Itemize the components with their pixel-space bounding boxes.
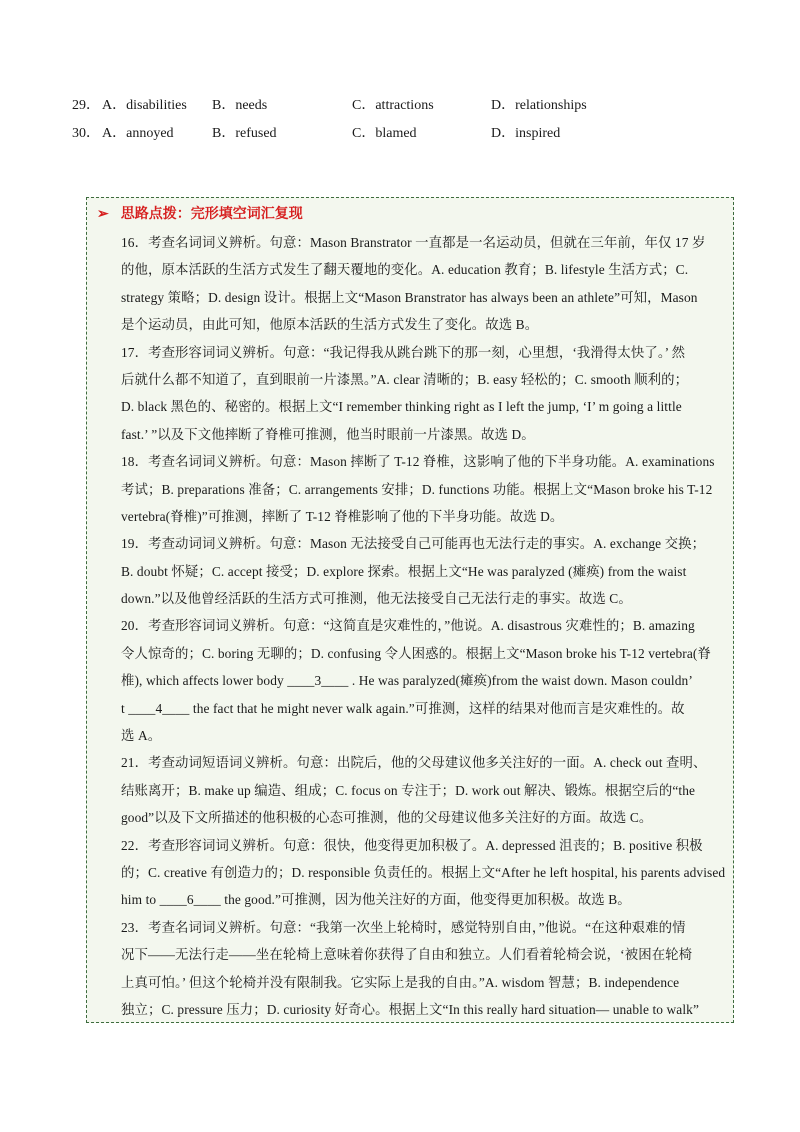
explanation-line: him to ____6____ the good.”可推测，因为他关注好的方面，他变得更加积极。故选 B。 — [121, 892, 631, 908]
option-c: C．attractions — [352, 98, 434, 113]
explanation-line: 椎), which affects lower body ____3____ . He was paralyzed(瘫痪)from the waist down. Mason couldn’ — [121, 673, 693, 689]
explanation-line: D. black 黑色的、秘密的。根据上文“I remember thinking right as I left the jump, ‘I’ m going a little — [121, 399, 682, 415]
question-number: 30． — [72, 126, 100, 141]
explanation-line: B. doubt 怀疑；C. accept 接受；D. explore 探索。根据上文“He was paralyzed (瘫痪) from the waist — [121, 563, 687, 579]
explanation-line: 后就什么都不知道了，直到眼前一片漆黑。”A. clear 清晰的；B. easy 轻松的；C. smooth 顺利的； — [121, 371, 689, 387]
explanation-line: 16．考查名词词义辨析。句意：Mason Branstrator 一直都是一名运动员，但就在三年前，年仅 17 岁 — [121, 235, 706, 250]
explanation-box — [86, 197, 734, 1023]
option-b: B．refused — [212, 126, 277, 141]
explanation-line: strategy 策略；D. design 设计。根据上文“Mason Branstrator has always been an athlete”可知，Mason — [121, 289, 698, 305]
option-a: A．disabilities — [102, 98, 187, 113]
explanation-line: 19．考查动词词义辨析。句意：Mason 无法接受自己可能再也无法行走的事实。A. exchange 交换； — [121, 536, 706, 552]
explanation-line: fast.’ ”以及下文他摔断了脊椎可推测，他当时眼前一片漆黑。故选 D。 — [121, 426, 535, 442]
option-d: D．relationships — [491, 98, 587, 113]
arrow-bullet-icon: ➢ — [97, 207, 109, 222]
explanation-line: 上真可怕。’ 但这个轮椅并没有限制我。它实际上是我的自由。”A. wisdom 智慧；B. independence — [121, 974, 680, 990]
explanation-line: 结账离开；B. make up 编造、组成；C. focus on 专注于；D. work out 解决、锻炼。根据空后的“the — [121, 782, 696, 798]
explanation-text — [121, 229, 729, 1023]
option-b: B．needs — [212, 98, 268, 113]
explanation-line: 独立；C. pressure 压力；D. curiosity 好奇心。根据上文“In this really hard situation— unable to walk” — [121, 1001, 699, 1017]
explanation-line: 选 A。 — [121, 728, 162, 744]
box-heading — [97, 203, 303, 223]
explanation-line: 况下——无法行走——坐在轮椅上意味着你获得了自由和独立。人们看着轮椅会说，‘被困在轮椅 — [121, 947, 693, 963]
explanation-line: 21．考查动词短语词义辨析。句意：出院后，他的父母建议他多关注好的一面。A. check out 查明、 — [121, 755, 707, 771]
explanation-line: 令人惊奇的；C. boring 无聊的；D. confusing 令人困惑的。根据上文“Mason broke his T-12 vertebra(脊 — [121, 645, 711, 661]
explanation-line: 考试；B. preparations 准备；C. arrangements 安排；D. functions 功能。根据上文“Mason broke his T-12 — [121, 481, 713, 497]
explanation-line: 17．考查形容词词义辨析。句意：“我记得我从跳台跳下的那一刻，心里想，‘我滑得太快了。’ 然 — [121, 344, 686, 360]
explanation-line: 是个运动员，由此可知，他原本活跃的生活方式发生了变化。故选 B。 — [121, 317, 539, 333]
option-d: D．inspired — [491, 126, 561, 141]
explanation-line: 的他，原本活跃的生活方式发生了翻天覆地的变化。A. education 教育；B. lifestyle 生活方式；C. — [121, 262, 689, 278]
explanation-line: down.”以及他曾经活跃的生活方式可推测，他无法接受自己无法行走的事实。故选 C。 — [121, 591, 632, 607]
explanation-line: 20．考查形容词词义辨析。句意：“这简直是灾难性的，”他说。A. disastrous 灾难性的；B. amazing — [121, 618, 695, 634]
explanation-line: 18．考查名词词义辨析。句意：Mason 摔断了 T-12 脊椎，这影响了他的下半身功能。A. examinations — [121, 454, 715, 470]
option-c: C．blamed — [352, 126, 417, 141]
explanation-line: t ____4____ the fact that he might never walk again.”可推测，这样的结果对他而言是灾难性的。故 — [121, 700, 685, 716]
explanation-line: 23．考查名词词义辨析。句意：“我第一次坐上轮椅时，感觉特别自由，”他说。“在这种艰难的情 — [121, 919, 686, 935]
question-number: 29． — [72, 98, 100, 113]
explanation-line: 22．考查形容词词义辨析。句意：很快，他变得更加积极了。A. depressed 沮丧的；B. positive 积极 — [121, 837, 703, 853]
explanation-line: 的；C. creative 有创造力的；D. responsible 负责任的。根据上文“After he left hospital, his parents advised — [121, 864, 726, 880]
explanation-line: good”以及下文所描述的他积极的心态可推测，他的父母建议他多关注好的方面。故选 C。 — [121, 810, 653, 826]
explanation-line: vertebra(脊椎)”可推测，摔断了 T-12 脊椎影响了他的下半身功能。故选 D。 — [121, 508, 564, 524]
box-heading-text: 思路点拨：完形填空词汇复现 — [120, 207, 303, 222]
option-a: A．annoyed — [102, 126, 174, 141]
